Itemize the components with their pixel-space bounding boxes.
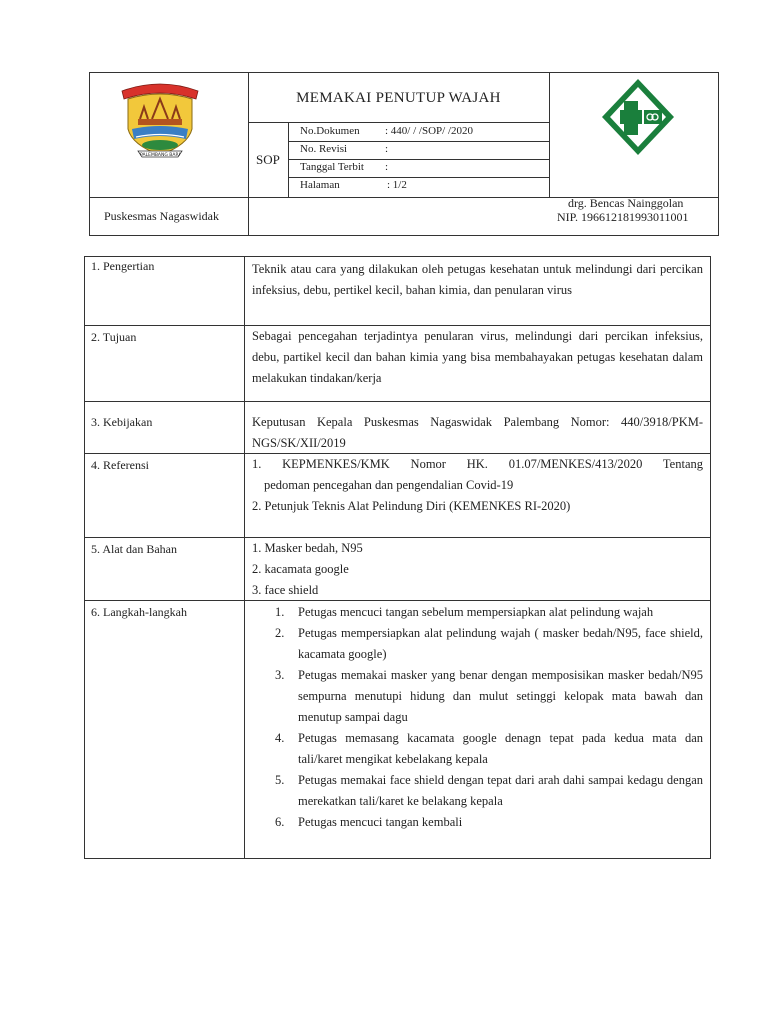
step-text: Petugas memakai masker yang benar dengan memposisikan masker bedah/N95 sempurna menutupi hidung dan mulut setinggi kelopak mata bawah dan menutup sampai dagu xyxy=(298,668,703,724)
step-text: Petugas mencuci tangan sebelum mempersiapkan alat pelindung wajah xyxy=(298,605,654,619)
header-divider xyxy=(288,177,549,178)
referensi-item-1-continued: pedoman pencegahan dan pengendalian Covid-19 xyxy=(264,478,514,492)
step-item xyxy=(245,623,703,665)
step-item xyxy=(245,728,703,770)
field-value-no-dokumen: : 440/ / /SOP/ /2020 xyxy=(385,125,474,137)
step-item xyxy=(245,812,703,833)
row-label-alat-bahan: 5. Alat dan Bahan xyxy=(91,542,177,556)
row-divider xyxy=(85,401,710,402)
field-label-no-dokumen: No.Dokumen xyxy=(300,125,360,137)
header-table xyxy=(89,72,719,236)
signatory-name: drg. Bencas Nainggolan xyxy=(568,196,684,210)
alat-item: 3. face shield xyxy=(252,583,319,597)
row-label-tujuan: 2. Tujuan xyxy=(91,330,137,344)
step-number: 1. xyxy=(275,605,285,619)
city-crest-logo xyxy=(118,77,202,159)
step-number: 6. xyxy=(275,815,285,829)
row-text-pengertian: Teknik atau cara yang dilakukan oleh petugas kesehatan untuk melindungi dari percikan infeksius, debu, pertikel kecil, bahan kimia, dan penularan virus xyxy=(252,262,703,297)
health-cross-logo xyxy=(598,77,678,157)
step-item xyxy=(245,665,703,728)
row-label-langkah: 6. Langkah-langkah xyxy=(91,605,187,619)
step-number: 3. xyxy=(275,668,285,682)
header-divider xyxy=(288,159,549,160)
steps-list xyxy=(245,602,703,833)
row-text-tujuan: Sebagai pencegahan terjadintya penularan virus, melindungi dari percikan infeksius, debu, partikel kecil dan bahan kimia yang bisa membahayakan petugas kesehatan dalam melakukan tindakan/kerja xyxy=(252,329,703,385)
field-label-no-revisi: No. Revisi xyxy=(300,143,348,155)
alat-item: 1. Masker bedah, N95 xyxy=(252,541,363,555)
row-label-kebijakan: 3. Kebijakan xyxy=(91,415,153,429)
step-text: Petugas memakai face shield dengan tepat dari arah dahi sampai kedagu dengan merekatkan tali/karet ke belakang kepala xyxy=(298,773,703,808)
step-number: 4. xyxy=(275,731,285,745)
sop-table xyxy=(84,256,711,859)
field-value-tanggal-terbit: : xyxy=(385,161,389,173)
referensi-item-1: 1. KEPMENKES/KMK Nomor HK. 01.07/MENKES/413/2020 Tentang xyxy=(252,457,703,471)
document-title: MEMAKAI PENUTUP WAJAH xyxy=(296,90,501,106)
alat-item: 2. kacamata google xyxy=(252,562,349,576)
row-label-pengertian: 1. Pengertian xyxy=(91,259,155,273)
row-label-referensi: 4. Referensi xyxy=(91,458,149,472)
field-value-halaman: : 1/2 xyxy=(387,179,407,191)
header-divider xyxy=(288,141,549,142)
field-label-halaman: Halaman xyxy=(300,179,340,191)
row-divider xyxy=(85,600,710,601)
step-item xyxy=(245,602,703,623)
signatory-nip: NIP. 196612181993011001 xyxy=(557,210,689,224)
field-value-no-revisi: : xyxy=(385,143,389,155)
step-number: 2. xyxy=(275,626,285,640)
step-text: Petugas mempersiapkan alat pelindung wajah ( masker bedah/N95, face shield, kacamata google) xyxy=(298,626,703,661)
institution-name: Puskesmas Nagaswidak xyxy=(104,209,219,223)
step-number: 5. xyxy=(275,773,285,787)
step-item xyxy=(245,770,703,812)
crest-motto: PALEMBANG BARI xyxy=(140,153,180,158)
row-divider xyxy=(85,537,710,538)
header-divider xyxy=(549,73,550,197)
header-divider xyxy=(248,122,549,123)
step-text: Petugas memasang kacamata google denagn tepat pada kedua mata dan tali/karet mengikat kebelakang kepala xyxy=(298,731,703,766)
referensi-item-2: 2. Petunjuk Teknis Alat Pelindung Diri (KEMENKES RI-2020) xyxy=(252,499,571,513)
sop-label: SOP xyxy=(256,152,280,167)
row-text-kebijakan: Keputusan Kepala Puskesmas Nagaswidak Palembang Nomor: 440/3918/PKM-NGS/SK/XII/2019 xyxy=(252,415,703,450)
step-text: Petugas mencuci tangan kembali xyxy=(298,815,463,829)
field-label-tanggal-terbit: Tanggal Terbit xyxy=(300,161,364,173)
